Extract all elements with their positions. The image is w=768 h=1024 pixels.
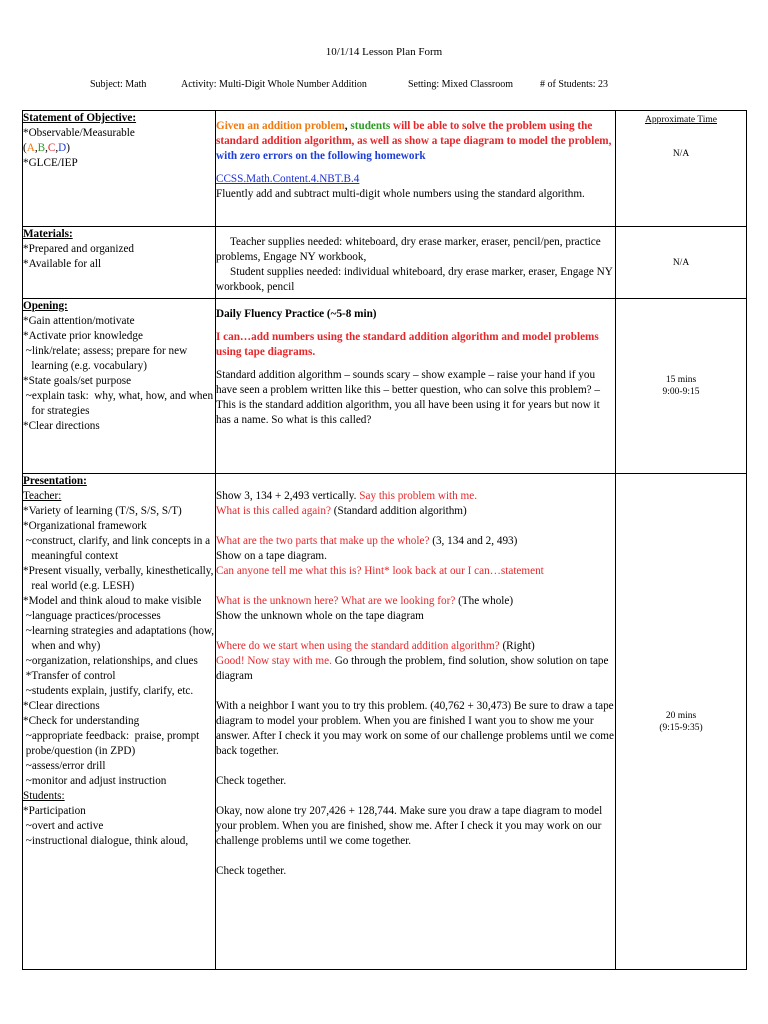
- opening-heading: Opening:: [23, 300, 68, 312]
- teacher-supplies: Teacher supplies needed: whiteboard, dry erase marker, eraser, pencil/pen, practice problems, Engage NY workbook,: [216, 236, 604, 263]
- teacher-item: when and why): [23, 640, 101, 652]
- presentation-time: 20 mins: [665, 710, 697, 721]
- objective-label-cell: [23, 111, 216, 227]
- objective-time: N/A: [672, 149, 690, 159]
- document-title: 10/1/14 Lesson Plan Form: [325, 46, 443, 58]
- teacher-item: *Model and think aloud to make visible: [23, 595, 202, 607]
- teacher-item: ~construct, clarify, and link concepts in a: [23, 535, 211, 547]
- opening-item: *Activate prior knowledge: [23, 330, 143, 342]
- materials-item: *Available for all: [23, 258, 102, 270]
- students-item: *Participation: [23, 805, 86, 817]
- teacher-item: ~appropriate feedback: praise, prompt: [23, 730, 200, 742]
- teacher-subheading: Teacher:: [23, 490, 62, 502]
- opening-item: ~explain task: why, what, how, and when: [23, 390, 214, 402]
- hint-question: Can anyone tell me what this is? Hint* look back at our I can…statement: [216, 565, 544, 577]
- opening-row: [23, 299, 747, 474]
- opening-body: Standard addition algorithm – sounds scary – show example – raise your hand if you have seen a problem written like this – better question, who can solve this problem? – This is the standard addition algorithm, you all have been using it for years but now it has a name. So what is this called?: [216, 369, 603, 426]
- teacher-item: ~assess/error drill: [23, 760, 106, 772]
- activity-field: Activity: Multi-Digit Whole Number Addition: [181, 79, 367, 90]
- teacher-item: probe/question (in ZPD): [23, 745, 136, 757]
- presentation-heading: Presentation:: [23, 475, 87, 487]
- objective-item: *GLCE/IEP: [23, 157, 78, 169]
- teacher-item: meaningful context: [23, 550, 119, 562]
- students-subheading: Students:: [23, 790, 65, 802]
- materials-label-cell: [23, 227, 216, 299]
- presentation-row: [23, 474, 747, 970]
- students-item: ~instructional dialogue, think aloud,: [23, 835, 189, 847]
- parts-question: What are the two parts that make up the whole? (3, 134 and 2, 493): [216, 535, 518, 547]
- objective-row: [23, 111, 747, 227]
- objective-content-cell: [216, 111, 616, 227]
- teacher-item: ~language practices/processes: [23, 610, 161, 622]
- objective-item: *Observable/Measurable: [23, 127, 135, 139]
- abcd-line: (A,B,C,D): [23, 142, 70, 154]
- check-together-2: Check together.: [216, 865, 287, 877]
- check-together-1: Check together.: [216, 775, 287, 787]
- opening-item: *State goals/set purpose: [23, 375, 132, 387]
- materials-time: N/A: [672, 257, 690, 268]
- opening-content-cell: [216, 299, 616, 474]
- opening-time-range: 9:00-9:15: [662, 387, 700, 397]
- materials-item: *Prepared and organized: [23, 243, 135, 255]
- students-item: ~overt and active: [23, 820, 104, 832]
- start-question: Where do we start when using the standard addition algorithm? (Right): [216, 640, 535, 652]
- subject-field: Subject: Math: [90, 79, 147, 90]
- fluency-heading: Daily Fluency Practice (~5-8 min): [216, 308, 377, 320]
- objective-statement: Given an addition problem, students will be able to solve the problem using the standard addition algorithm, as well as show a tape diagram to model the problem, with zero errors on the following homework: [216, 120, 615, 162]
- lesson-plan-table: [22, 110, 747, 970]
- abcd-d: D: [58, 142, 67, 154]
- materials-row: [23, 227, 747, 299]
- teacher-item: ~learning strategies and adaptations (how,: [23, 625, 215, 637]
- opening-time: 15 mins: [665, 375, 697, 385]
- teacher-item: *Variety of learning (T/S, S/S, S/T): [23, 505, 182, 517]
- teacher-item: *Organizational framework: [23, 520, 147, 532]
- opening-item: *Clear directions: [23, 420, 100, 432]
- unknown-step: Show the unknown whole on the tape diagram: [216, 610, 424, 622]
- teacher-item: *Transfer of control: [23, 670, 116, 682]
- setting-field: Setting: Mixed Classroom: [408, 79, 513, 90]
- presentation-time-cell: [616, 474, 747, 970]
- opening-item: learning (e.g. vocabulary): [23, 360, 147, 372]
- teacher-item: *Clear directions: [23, 700, 100, 712]
- called-question: What is this called again? (Standard addition algorithm): [216, 505, 467, 517]
- objective-heading: Statement of Objective:: [23, 112, 137, 124]
- objective-time-cell: [616, 111, 747, 227]
- teacher-item: real world (e.g. LESH): [23, 580, 135, 592]
- presentation-label-cell: [23, 474, 216, 970]
- tape-diagram-step: Show on a tape diagram.: [216, 550, 327, 562]
- teacher-item: *Check for understanding: [23, 715, 140, 727]
- opening-item: for strategies: [23, 405, 90, 417]
- materials-heading: Materials:: [23, 228, 73, 240]
- teacher-item: ~monitor and adjust instruction: [23, 775, 167, 787]
- abcd-b: B: [37, 142, 46, 154]
- opening-time-cell: [616, 299, 747, 474]
- standard-link[interactable]: CCSS.Math.Content.4.NBT.B.4: [216, 173, 360, 185]
- presentation-time-range: (9:15-9:35): [659, 722, 703, 733]
- show-problem: Show 3, 134 + 2,493 vertically. Say this problem with me.: [216, 490, 478, 502]
- presentation-content-cell: [216, 474, 616, 970]
- materials-time-cell: [616, 227, 747, 299]
- opening-label-cell: [23, 299, 216, 474]
- unknown-question: What is the unknown here? What are we looking for? (The whole): [216, 595, 514, 607]
- i-can-statement: I can…add numbers using the standard addition algorithm and model problems using tape diagrams.: [216, 331, 602, 358]
- opening-item: *Gain attention/motivate: [23, 315, 135, 327]
- abcd-a: A: [26, 142, 35, 154]
- standard-description: Fluently add and subtract multi-digit whole numbers using the standard algorithm.: [216, 188, 585, 200]
- alone-task: Okay, now alone try 207,426 + 128,744. Make sure you draw a tape diagram to model your problem. When you are finished, show me. After I check it you may work on our challenge problems until we come together.: [216, 805, 605, 847]
- good-step: Good! Now stay with me. Go through the problem, find solution, show solution on tape diagram: [216, 655, 612, 682]
- abcd-c: C: [47, 142, 56, 154]
- students-count-field: # of Students: 23: [540, 79, 609, 90]
- materials-content-cell: [216, 227, 616, 299]
- time-column-header: Approximate Time: [644, 115, 718, 125]
- teacher-item: *Present visually, verbally, kinesthetically,: [23, 565, 214, 577]
- teacher-item: ~students explain, justify, clarify, etc.: [23, 685, 194, 697]
- student-supplies: Student supplies needed: individual whiteboard, dry erase marker, eraser, Engage NY workbook, pencil: [216, 266, 616, 293]
- teacher-item: ~organization, relationships, and clues: [23, 655, 198, 667]
- neighbor-task: With a neighbor I want you to try this problem. (40,762 + 30,473) Be sure to draw a tape diagram to model your problem. When you are finished I want you to show me your answer. After I check it you may work on some of our challenge problems until we come back together.: [216, 700, 617, 757]
- opening-item: ~link/relate; assess; prepare for new: [23, 345, 188, 357]
